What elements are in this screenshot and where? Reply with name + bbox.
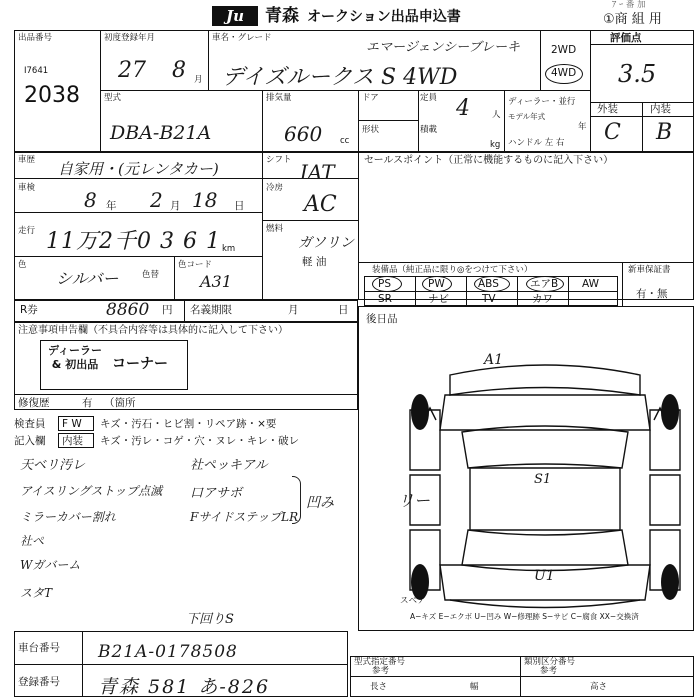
ac-value: AC [304,192,337,217]
dealer-handle: ハンドル 左 右 [508,138,565,148]
fuel-label: 燃料 [266,224,284,234]
dealer-year-label: 年 [578,122,587,132]
repair-place: （箇所 [104,397,136,409]
color-code-value: A31 [200,272,232,291]
rear-label: 後日品 [366,313,398,325]
shaken-year: 8 [84,188,97,212]
score-label: 評価点 [610,32,642,44]
load-unit: kg [490,140,501,150]
deadline-label: 名義期限 [190,304,232,316]
inspector-items: キズ・汚石・ヒビ割・リペア跡・×要 [100,418,277,430]
auction-logo: Ju [212,6,258,26]
corner-partial: ｱ ｰ 番 加 [612,0,646,10]
length-label: 長さ [370,682,388,692]
car-name-label: 車名・グレード [212,33,272,43]
note-c1-4: 社ペ [20,534,45,548]
color-label: 色 [18,260,27,270]
spare-label: スペア [400,596,426,606]
equip-sr: SR [378,293,392,305]
stamp-corner: コーナー [112,356,168,372]
equip-aw: AW [582,278,599,290]
shaken-month: 2 [150,188,163,212]
equip-ps: PS [378,278,391,290]
shape-label: 形状 [362,125,380,135]
equip-circle-ps [372,276,402,292]
equip-airbag: エアB [530,278,559,290]
chassis-label: 車台番号 [18,642,60,654]
lot-number: 2038 [24,83,80,108]
mileage-label: 走行 [18,226,36,236]
shaken-day-unit: 日 [234,200,245,212]
equip-circle-abs [474,276,510,292]
model-type-label: 型式 [104,93,122,103]
dealer-label: ディーラー・並行 [508,97,576,107]
note-bracket-text: 凹み [306,495,334,511]
mileage-value: 11万2千0 3 6 1 [46,229,221,254]
warranty-value: 有・無 [636,288,668,300]
equip-leather: カワ [532,293,553,305]
first-reg-month: 8 [172,58,186,83]
repair-label: 修復歴 [18,397,50,409]
recycle-value: 8860 [106,300,150,320]
interior-value: B [656,120,673,145]
shaken-year-unit: 年 [106,200,117,212]
displacement-value: 660 [284,122,323,146]
drive-2wd: 2WD [551,44,577,56]
first-reg-year: 27 [118,58,146,83]
equip-abs: ABS [478,278,499,290]
history-label: 車歴 [18,155,36,165]
stamp-dealer: ディーラー & 初出品 [47,344,103,371]
plate-label: 登録番号 [18,676,60,688]
shaken-month-unit: 月 [170,200,181,212]
doors-value: 4 [456,96,470,121]
diagram-mark-low: U1 [534,568,555,584]
equip-pw: PW [428,278,445,290]
note-under: 下回りS [186,612,234,627]
diagram-mark-left: リー [398,491,431,510]
inspector-cat: F W [62,418,82,430]
equip-circle-airbag [526,276,564,292]
height-label: 高さ [590,682,608,692]
fuel-alt: 軽 油 [302,256,327,268]
recycle-unit: 円 [162,304,173,316]
note-c2-2: 口アサボ [190,486,243,501]
equipment-label: 装備品（純正品に限り◎をつけて下さい） [372,265,533,275]
width-label: 幅 [470,682,479,692]
first-reg-label: 初度登録年月 [104,33,156,43]
equip-navi: ナビ [428,293,449,305]
interior-label: 内装 [650,103,671,115]
score-value: 3.5 [618,60,657,88]
spec-ref: 参考 [372,666,390,676]
note-c1-6: スタT [20,586,53,600]
mileage-unit: km [222,244,236,254]
diagram-mark-mid: S1 [534,472,552,487]
note-c1-5: Wガバーム [20,558,81,572]
shift-value: IAT [300,160,335,184]
note-c2-3: FサイドステップLR [190,510,299,524]
dealer-model-year: モデル年式 [508,112,546,121]
damage-legend: A−キズ E−エクボ U−凹み W−修理跡 S−サビ C−腐食 XX−交換済 [410,612,639,621]
car-name-value: デイズルークス S 4WD [222,65,458,90]
capacity-unit: 人 [492,110,501,120]
shaken-label: 車検 [18,183,36,193]
drive-4wd: 4WD [551,67,577,79]
recycle-label: R券 [20,304,38,316]
note-c1-1: 天ベリ汚レ [20,458,86,473]
displacement-label: 排気量 [266,93,292,103]
inspector-label: 検査員 [14,418,46,430]
repair-value: 有 [82,397,93,409]
class-ref: 参考 [540,666,558,676]
recorder-items: キズ・汚レ・コゲ・穴・ヌレ・キレ・破レ [100,435,300,447]
shaken-day: 18 [192,188,218,212]
exterior-label: 外装 [597,103,618,115]
car-name-note: エマージェンシーブレーキ [366,40,520,55]
color-tone-label: 色替 [142,270,160,280]
header-place: 青森 [265,6,299,26]
deadline-day: 日 [338,304,349,316]
equip-tv: TV [482,293,496,305]
displacement-unit: cc [340,136,350,146]
equip-circle-pw [422,276,452,292]
ac-label: 冷房 [266,183,284,193]
header-title: オークション出品申込書 [307,9,461,25]
load-label: 積載 [420,125,438,135]
recycle-row [14,300,358,322]
recorder-label: 記入欄 [14,435,46,447]
capacity-label: 定員 [420,93,438,103]
model-type-value: DBA-B21A [110,122,212,144]
header-top-right: ①商 組 用 [603,12,662,27]
chassis-value: B21A-0178508 [98,642,238,662]
shift-label: シフト [266,155,292,165]
class-label: 類別区分番号 [524,657,576,667]
lot-small: I7641 [24,66,49,76]
note-bracket [292,476,301,524]
spec-label: 型式指定番号 [354,657,406,667]
lot-label: 出品番号 [18,33,53,43]
first-reg-unit: 月 [194,75,203,85]
deadline-month: 月 [288,304,299,316]
color-value: シルバー [56,269,119,288]
recorder-cat: 内装 [62,435,83,447]
notes-label: 注意事項申告欄（不具合内容等は具体的に記入して下さい） [18,325,288,336]
history-value: 自家用・(元レンタカー) [58,160,219,178]
doors-label: ドア [362,93,379,103]
note-c1-2: アイスリングストップ点滅 [20,484,163,498]
exterior-value: C [604,120,621,145]
plate-value: 青森 581 あ-826 [98,676,271,698]
color-code-label: 色コード [178,260,213,270]
note-c1-3: ミラーカバー割れ [20,510,116,524]
diagram-mark-top: A1 [484,352,504,368]
warranty-label: 新車保証書 [628,265,671,275]
sales-point-label: セールスポイント（正常に機能するものに記入下さい） [364,155,614,166]
note-c2-1: 社ペッキアル [190,458,268,473]
fuel-value: ガソリン [298,235,354,251]
